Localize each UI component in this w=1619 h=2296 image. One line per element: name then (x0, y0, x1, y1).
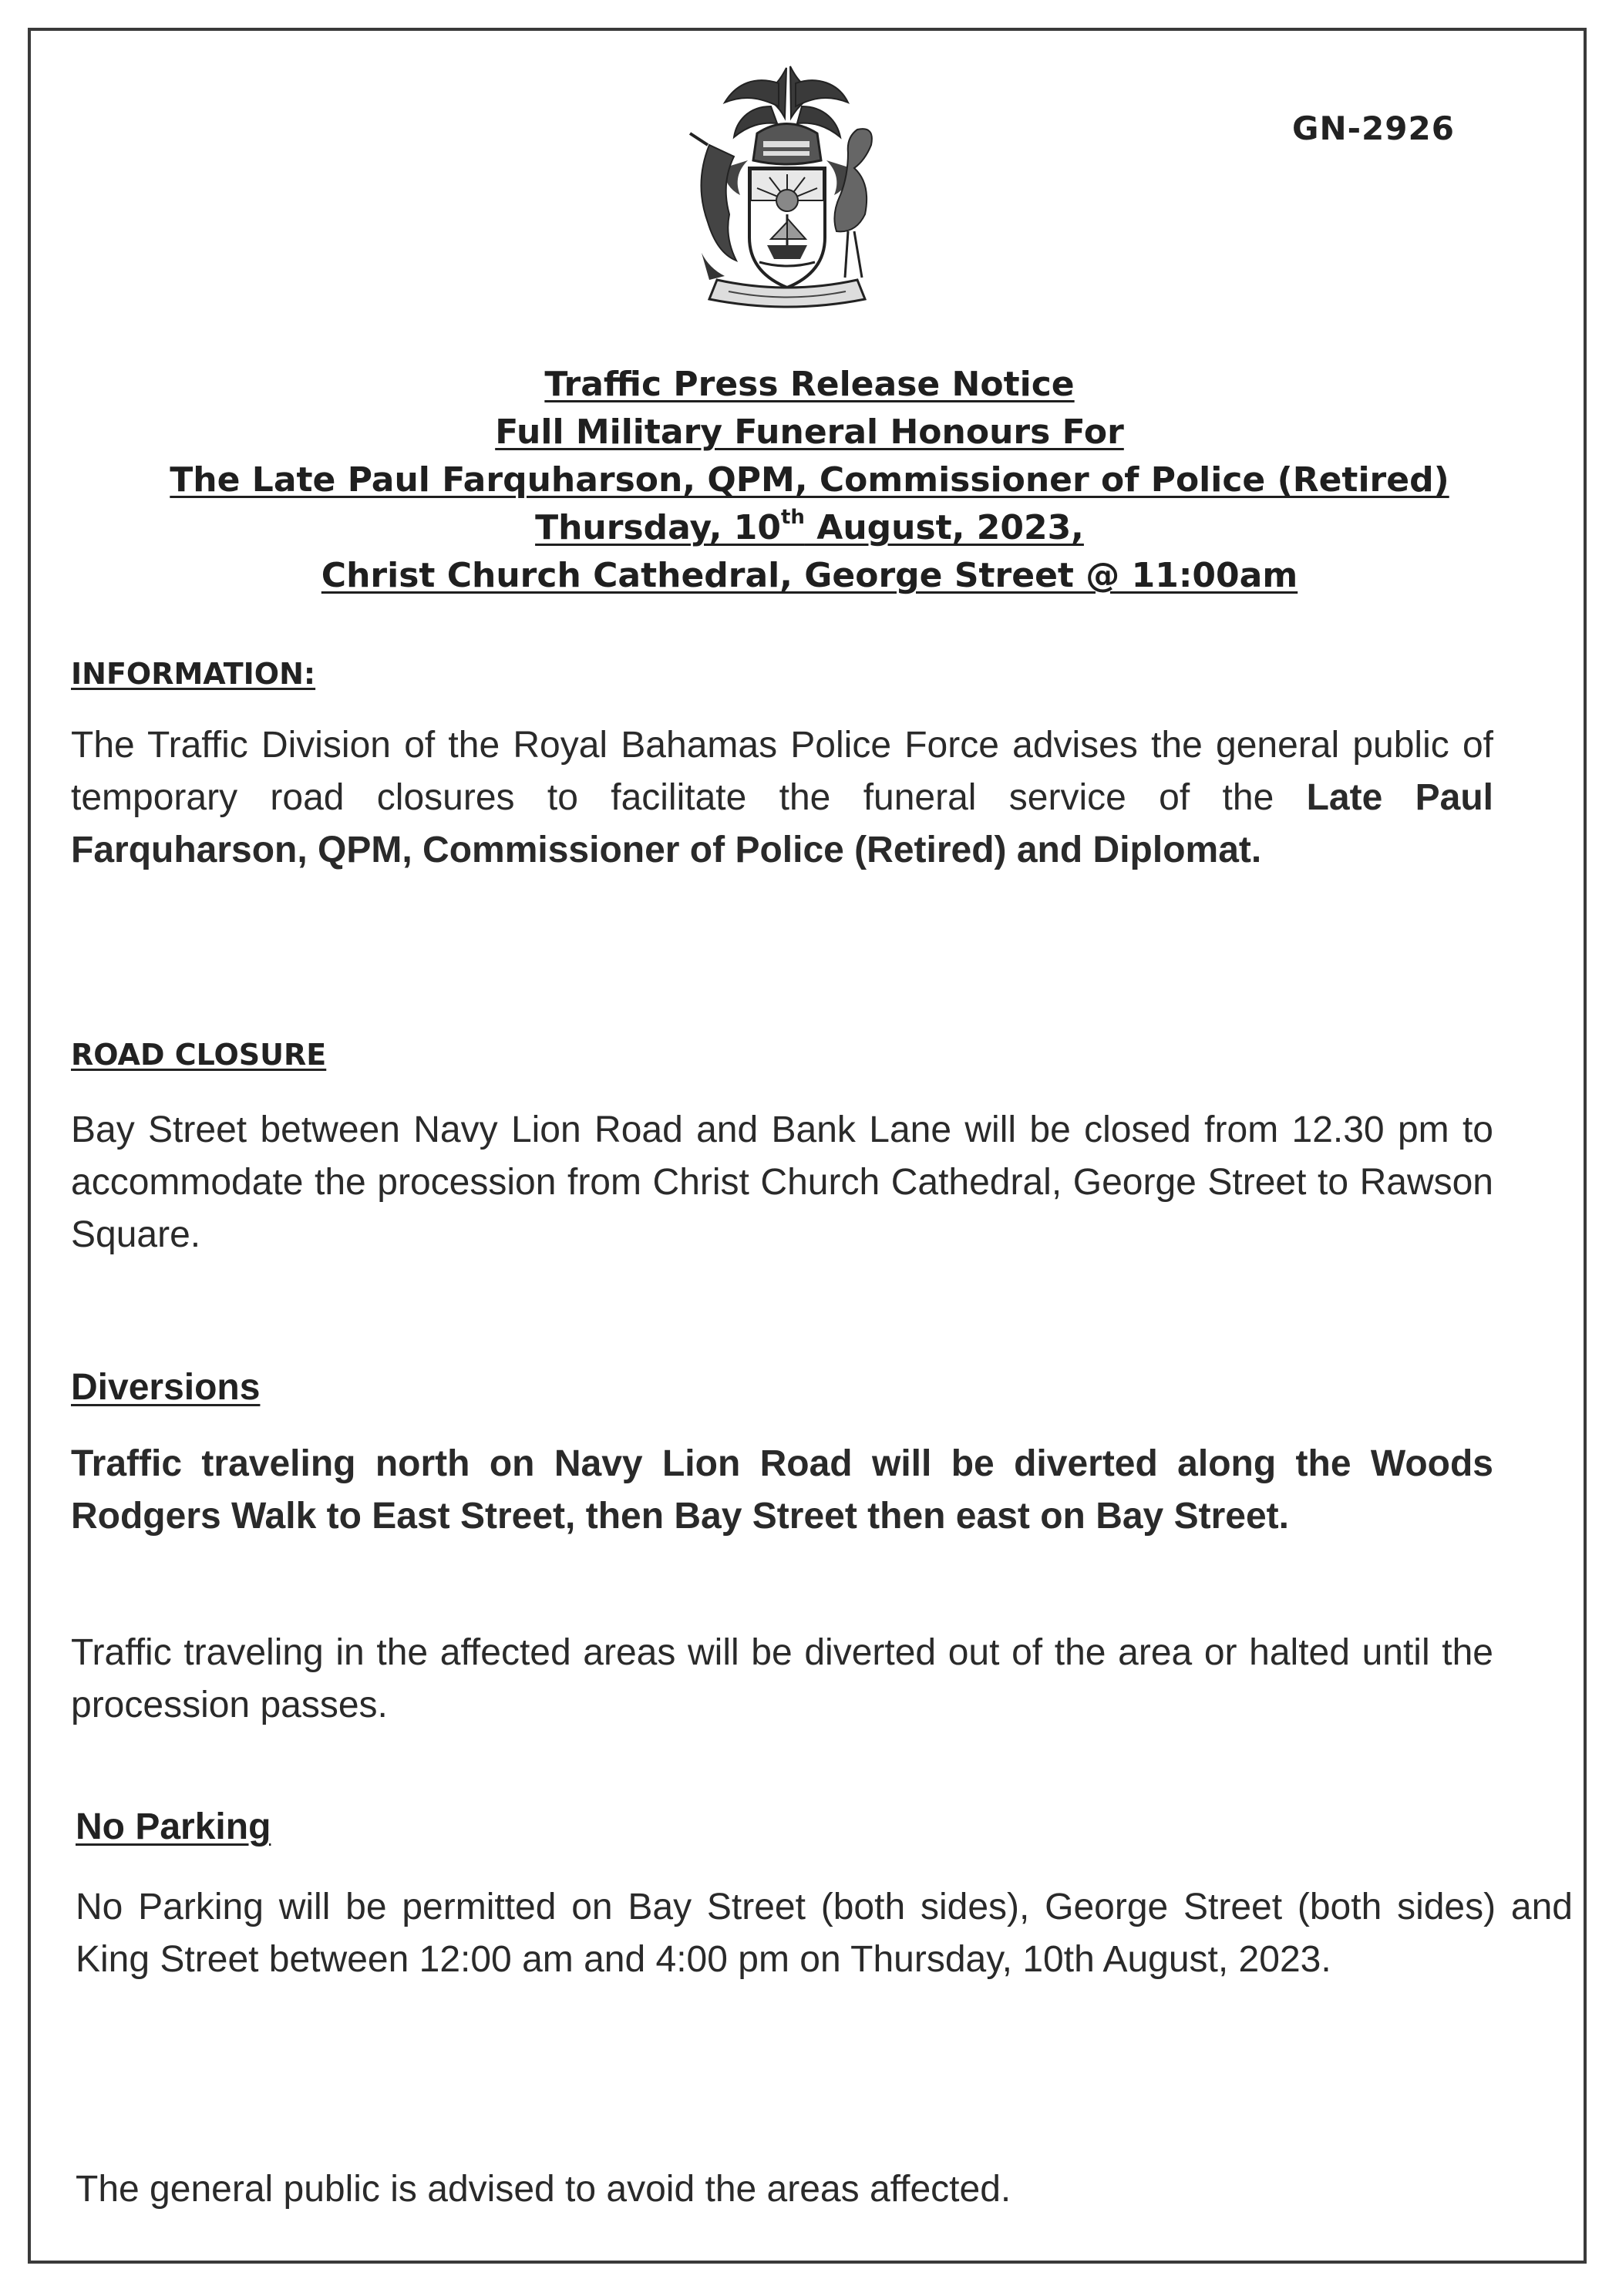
diversions-heading: Diversions (71, 1367, 261, 1408)
title-date-rest: August, 2023, (804, 508, 1084, 547)
information-paragraph (71, 719, 1493, 877)
information-text: The Traffic Division of the Royal Bahamas Police Force advises the general public of temporary road closures to facilitate the funeral service of the (71, 725, 1493, 818)
information-bold-text: Late Paul Farquharson, QPM, Commissioner of Police (Retired) and Diplomat. (71, 777, 1494, 870)
road-closure-heading: ROAD CLOSURE (71, 1038, 327, 1072)
notice-title (0, 361, 1619, 600)
diversions-paragraph: Traffic traveling in the affected areas will be diverted out of the area or halted until the procession passes. (71, 1632, 1493, 1725)
diversions-bold-paragraph: Traffic traveling north on Navy Lion Road will be diverted along the Woods Rodgers Walk to East Street, then Bay Street then east on Bay Street. (71, 1443, 1493, 1537)
title-line-2: Full Military Funeral Honours For (495, 412, 1124, 452)
title-line-4 (0, 504, 1619, 552)
information-heading: INFORMATION: (71, 657, 316, 691)
notice-number: GN-2926 (1292, 109, 1455, 147)
closing-statement: The general public is advised to avoid the areas affected. (76, 2169, 1011, 2210)
title-date-suffix: th (781, 506, 805, 529)
title-line-1: Traffic Press Release Notice (544, 365, 1075, 404)
title-line-3: The Late Paul Farquharson, QPM, Commissioner of Police (Retired) (170, 460, 1449, 500)
no-parking-heading: No Parking (76, 1806, 271, 1847)
road-closure-paragraph: Bay Street between Navy Lion Road and Bank Lane will be closed from 12.30 pm to accommodate the procession from Christ Church Cathedral, George Street to Rawson Square. (71, 1109, 1493, 1255)
no-parking-paragraph: No Parking will be permitted on Bay Street (both sides), George Street (both sides) and King Street between 12:00 am and 4:00 pm on Thursday, 10th August, 2023. (76, 1887, 1573, 1980)
title-date-day: Thursday, 10 (535, 508, 781, 547)
title-line-5: Christ Church Cathedral, George Street @ 11:00am (321, 556, 1298, 595)
bahamas-coat-of-arms-icon (663, 60, 911, 311)
